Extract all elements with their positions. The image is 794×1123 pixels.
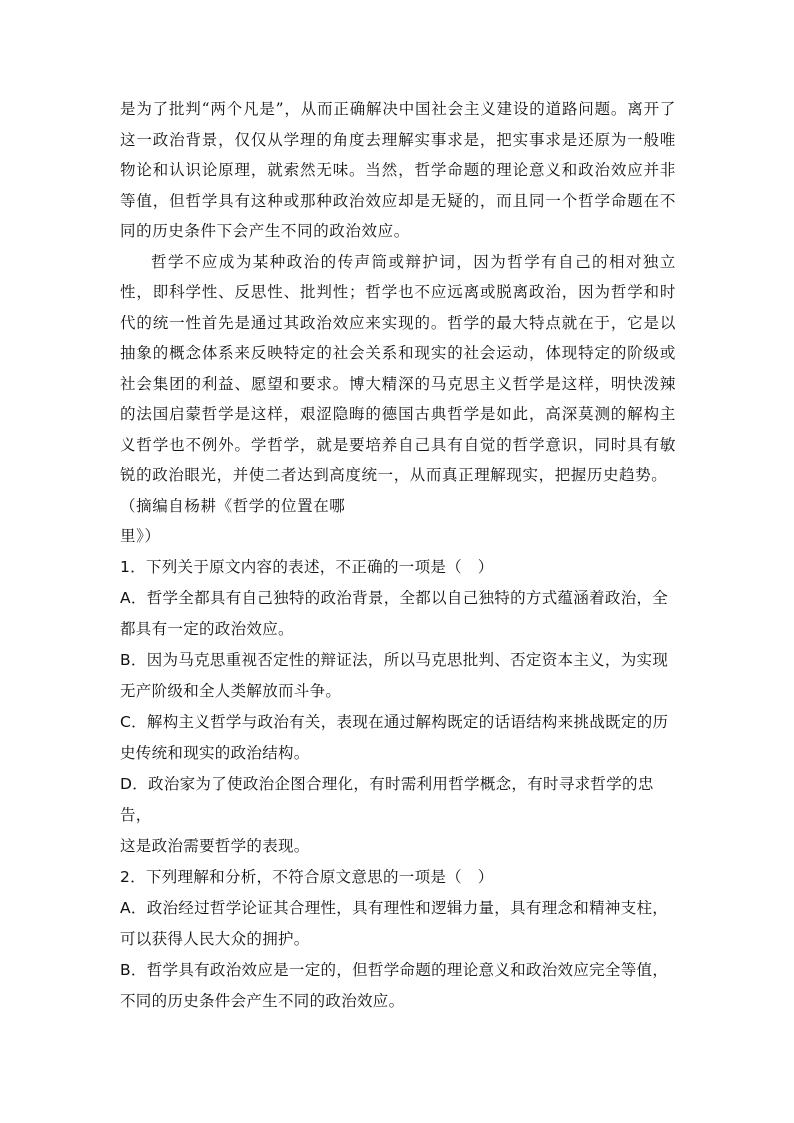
question-option-b bbox=[120, 645, 676, 707]
document-page bbox=[120, 94, 676, 1017]
passage-paragraph-2 bbox=[120, 247, 676, 491]
question-1 bbox=[120, 552, 676, 862]
option-line: C．解构主义哲学与政治有关，表现在通过解构既定的话语结构来挑战既定的历 bbox=[120, 712, 669, 731]
text-line: 条件下会产生不同的政治效应。 bbox=[184, 222, 410, 240]
text-line: 是为了批判“两个凡是”，从而正确解决中国社会主义建设的道路问题。离开了 bbox=[120, 100, 676, 118]
option-line: A．政治经过哲学论证其合理性，具有理性和逻辑力量，具有理念和精神支柱， bbox=[120, 898, 669, 917]
option-line: D．政治家为了使政治企图合理化，有时需利用哲学概念，有时寻求哲学的忠告， bbox=[120, 774, 654, 824]
question-option-c bbox=[120, 707, 676, 769]
option-line: B．因为马克思重视否定性的辩证法，所以马克思批判、否定资本主义，为实现 bbox=[120, 650, 669, 669]
question-option-a bbox=[120, 583, 676, 645]
reading-passage bbox=[120, 94, 676, 552]
text-line: 但哲学具有这种或那种政治效应却是无疑的，而且同一个哲学命题在不同的历史 bbox=[120, 191, 676, 240]
text-line: 学是这样，艰涩隐晦的德国古典哲学是如此，高深莫测的解构主义哲学也不例外。 bbox=[120, 405, 676, 454]
question-stem: 2．下列理解和分析，不符合原文意思的一项是（ ） bbox=[120, 867, 494, 886]
question-stem: 1．下列关于原文内容的表述，不正确的一项是（ ） bbox=[120, 557, 494, 576]
text-line: 一性首先是通过其政治效应来实现的。哲学的最大特点就在于，它是以抽象的概 bbox=[120, 313, 676, 362]
text-line: 念体系来反映特定的社会关系和现实的社会运动，体现特定的阶级或社会集团的 bbox=[120, 344, 676, 393]
text-line: 哲学不应成为某种政治的传声筒或辩护词，因为哲学有自己的相对独立性， bbox=[120, 252, 676, 301]
source-line: （摘编自杨耕《哲学的位置在哪 bbox=[120, 496, 346, 515]
text-line: 二者达到高度统一，从而真正理解现实，把握历史趋势。 bbox=[264, 466, 668, 484]
option-line: 无产阶级和全人类解放而斗争。 bbox=[120, 681, 342, 700]
question-2 bbox=[120, 862, 676, 1017]
option-line: 史传统和现实的政治结构。 bbox=[120, 743, 310, 762]
source-line: 里》） bbox=[120, 527, 161, 545]
question-option-b bbox=[120, 955, 676, 1017]
question-option-d bbox=[120, 769, 676, 862]
option-line: 可以获得人民大众的拥护。 bbox=[120, 929, 310, 948]
question-option-a bbox=[120, 893, 676, 955]
text-line: 这一政治背景，仅仅从学理的角度去理解实事求是，把实事求是还原为一般唯物 bbox=[120, 130, 676, 179]
option-line: 这是政治需要哲学的表现。 bbox=[120, 836, 310, 855]
passage-source-citation bbox=[120, 491, 676, 552]
option-line: A．哲学全都具有自己独特的政治背景，全都以自己独特的方式蕴涵着政治，全 bbox=[120, 588, 669, 607]
text-line: 论和认识论原理，就索然无味。当然，哲学命题的理论意义和政治效应并非等值， bbox=[120, 161, 676, 210]
option-line: 不同的历史条件会产生不同的政治效应。 bbox=[120, 991, 405, 1010]
text-line: 即科学性、反思性、批判性；哲学也不应远离或脱离政治，因为哲学和时代的统 bbox=[120, 283, 677, 332]
option-line: 都具有一定的政治效应。 bbox=[120, 619, 294, 638]
option-line: B．哲学具有政治效应是一定的，但哲学命题的理论意义和政治效应完全等值， bbox=[120, 960, 669, 979]
question-list bbox=[120, 552, 676, 1017]
passage-paragraph-1 bbox=[120, 94, 676, 247]
text-line: 学哲学，就是要培养自己具有自觉的哲学意识，同时具有敏锐的政治眼光，并使 bbox=[120, 435, 676, 484]
text-line: 利益、愿望和要求。博大精深的马克思主义哲学是这样，明快泼辣的法国启蒙哲 bbox=[120, 374, 676, 423]
